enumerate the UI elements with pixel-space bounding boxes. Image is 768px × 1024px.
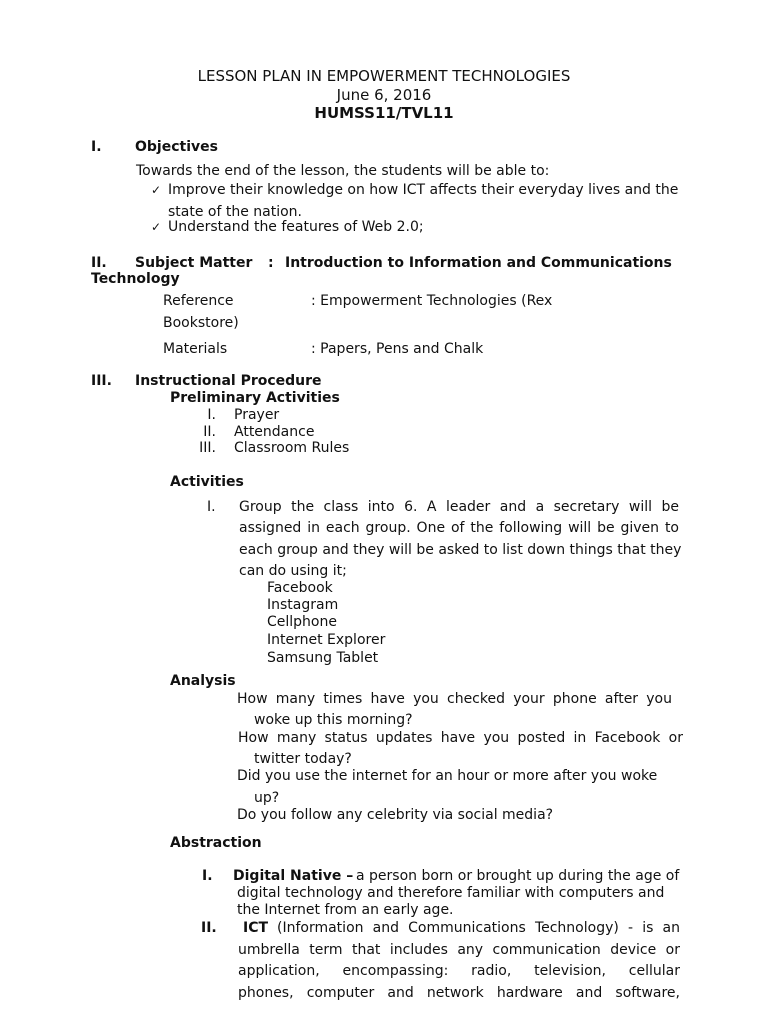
objective-item-2: Understand the features of Web 2.0; bbox=[168, 219, 424, 235]
ict-definition: (Information and Communications Technology) - is an bbox=[277, 920, 680, 936]
digital-native-definition-cont: the Internet from an early age. bbox=[237, 902, 454, 918]
reference-value-cont: Bookstore) bbox=[163, 315, 239, 331]
preliminary-number: II. bbox=[203, 424, 216, 440]
preliminary-heading: Preliminary Activities bbox=[170, 390, 340, 406]
subject-matter-colon: : bbox=[268, 255, 274, 271]
analysis-question: How many status updates have you posted in Facebook or bbox=[238, 730, 683, 746]
subject-matter-number: II. bbox=[91, 255, 107, 271]
materials-label: Materials bbox=[163, 341, 228, 357]
preliminary-number: III. bbox=[199, 440, 216, 456]
reference-value: : Empowerment Technologies (Rex bbox=[311, 293, 553, 309]
analysis-question-cont: up? bbox=[254, 790, 280, 806]
objectives-heading: Objectives bbox=[135, 139, 218, 155]
ict-term: ICT bbox=[243, 920, 269, 936]
digital-native-definition: a person born or brought up during the age of bbox=[356, 868, 680, 884]
abstraction-heading: Abstraction bbox=[170, 835, 262, 851]
document-title: LESSON PLAN IN EMPOWERMENT TECHNOLOGIES bbox=[197, 67, 571, 85]
ict-definition-cont: umbrella term that includes any communication device or bbox=[238, 942, 680, 958]
preliminary-number: I. bbox=[207, 407, 216, 423]
procedure-number: III. bbox=[91, 373, 112, 389]
activity-text-line: can do using it; bbox=[239, 563, 347, 579]
activity-item: Cellphone bbox=[267, 614, 337, 630]
objectives-intro: Towards the end of the lesson, the students will be able to: bbox=[136, 163, 550, 179]
ict-definition-cont: phones, computer and network hardware and software, bbox=[238, 985, 680, 1001]
digital-native-definition-cont: digital technology and therefore familiar with computers and bbox=[237, 885, 665, 901]
activity-number: I. bbox=[207, 499, 216, 515]
analysis-question-cont: twitter today? bbox=[254, 751, 352, 767]
abstraction-number: I. bbox=[202, 868, 213, 884]
activity-text-line: Group the class into 6. A leader and a secretary will be bbox=[239, 499, 679, 515]
document-section: HUMSS11/TVL11 bbox=[314, 104, 454, 122]
preliminary-item: Prayer bbox=[234, 407, 280, 423]
abstraction-number: II. bbox=[201, 920, 217, 936]
activity-item: Facebook bbox=[267, 580, 333, 596]
subject-matter-heading: Subject Matter bbox=[135, 255, 253, 271]
analysis-question: How many times have you checked your phone after you bbox=[237, 691, 672, 707]
activity-item: Instagram bbox=[267, 597, 339, 613]
analysis-question: Do you follow any celebrity via social media? bbox=[237, 807, 554, 823]
objectives-number: I. bbox=[91, 139, 102, 155]
objective-item-1: Improve their knowledge on how ICT affects their everyday lives and the bbox=[168, 182, 679, 198]
digital-native-term: Digital Native – bbox=[233, 868, 354, 884]
activity-item: Samsung Tablet bbox=[267, 650, 379, 666]
subject-matter-title-cont: Technology bbox=[91, 271, 180, 287]
subject-matter-title: Introduction to Information and Communications bbox=[285, 255, 672, 271]
materials-value: : Papers, Pens and Chalk bbox=[311, 341, 484, 357]
activities-heading: Activities bbox=[170, 474, 244, 490]
analysis-heading: Analysis bbox=[170, 673, 236, 689]
analysis-question: Did you use the internet for an hour or more after you woke bbox=[237, 768, 658, 784]
activity-text-line: each group and they will be asked to list down things that they bbox=[239, 542, 682, 558]
checkmark-icon: ✓ bbox=[151, 183, 162, 197]
objective-item-1-cont: state of the nation. bbox=[168, 204, 303, 220]
analysis-question-cont: woke up this morning? bbox=[254, 712, 413, 728]
procedure-heading: Instructional Procedure bbox=[135, 373, 322, 389]
checkmark-icon: ✓ bbox=[151, 220, 162, 234]
activity-text-line: assigned in each group. One of the following will be given to bbox=[239, 520, 679, 536]
reference-label: Reference bbox=[163, 293, 234, 309]
ict-definition-cont: application, encompassing: radio, television, cellular bbox=[238, 963, 680, 979]
preliminary-item: Classroom Rules bbox=[234, 440, 350, 456]
preliminary-item: Attendance bbox=[234, 424, 315, 440]
document-date: June 6, 2016 bbox=[336, 86, 432, 104]
activity-item: Internet Explorer bbox=[267, 632, 386, 648]
